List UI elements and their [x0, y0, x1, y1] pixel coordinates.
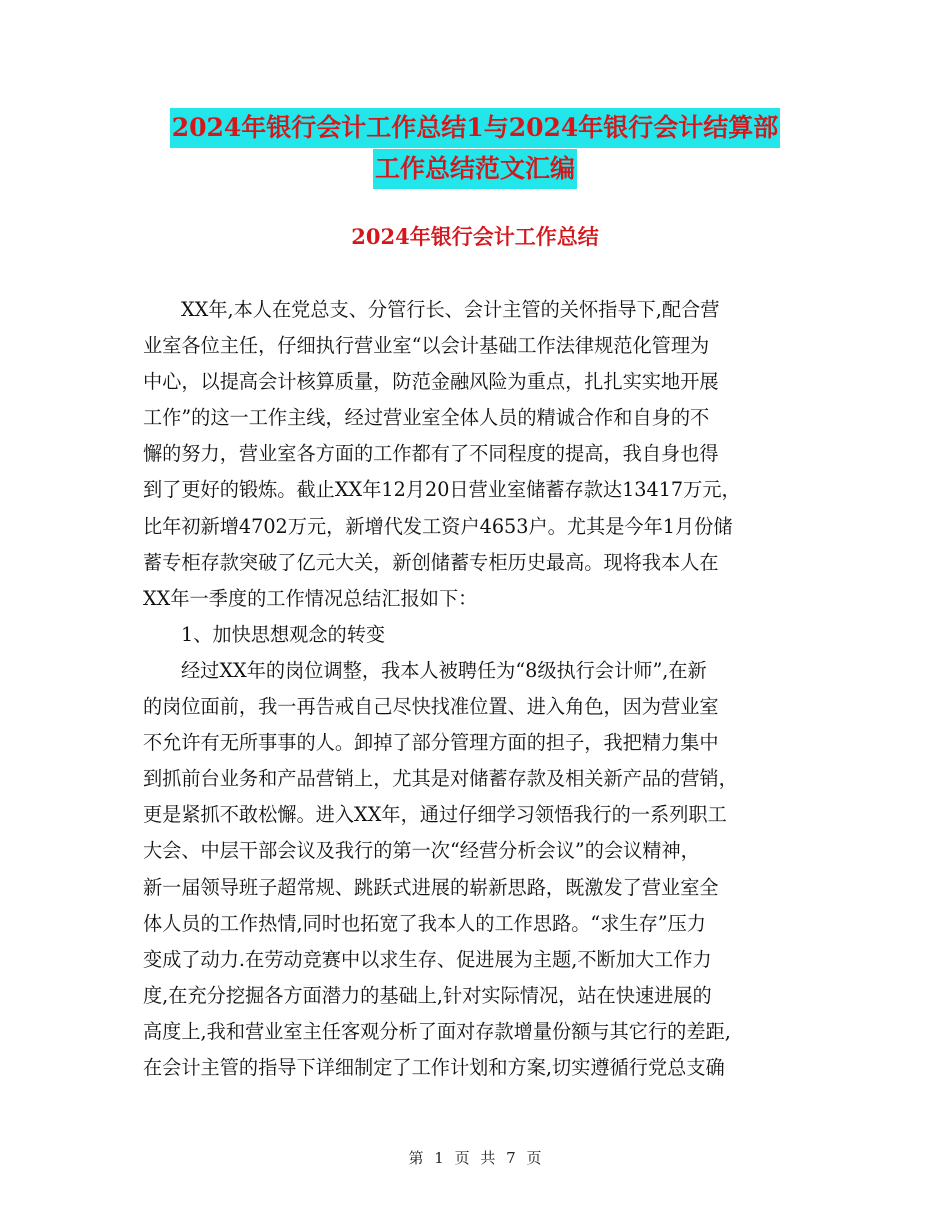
paragraph-line: 到了更好的锻炼。截止XX年12月20日营业室储蓄存款达13417万元，: [143, 478, 741, 502]
title-line-2: 工作总结范文汇编: [373, 149, 577, 189]
paragraph-line: 经过XX年的岗位调整，我本人被聘任为“8级执行会计师”,在新: [181, 658, 707, 682]
paragraph-line: XX年,本人在党总支、分管行长、会计主管的关怀指导下,配合营: [181, 298, 720, 321]
paragraph-line: 新一届领导班子超常规、跳跃式进展的崭新思路，既激发了营业室全: [143, 875, 719, 899]
paragraph-line: 业室各位主任，仔细执行营业室“以会计基础工作法律规范化管理为: [143, 334, 710, 358]
paragraph-line: 懈的努力，营业室各方面的工作都有了不同程度的提高，我自身也得: [143, 442, 719, 466]
paragraph-line: 的岗位面前，我一再告戒自己尽快找准位置、进入角色，因为营业室: [143, 695, 719, 719]
section-heading: 2024年银行会计工作总结: [351, 224, 599, 249]
paragraph-line: 到抓前台业务和产品营销上，尤其是对储蓄存款及相关新产品的营销，: [143, 767, 738, 791]
paragraph-line: 工作”的这一工作主线，经过营业室全体人员的精诚合作和自身的不: [143, 406, 710, 430]
paragraph-line: 蓄专柜存款突破了亿元大关，新创储蓄专柜历史最高。现将我本人在: [143, 550, 719, 574]
paragraph-line: 不允许有无所事事的人。卸掉了部分管理方面的担子，我把精力集中: [143, 731, 719, 755]
paragraph-line: 度,在充分挖掘各方面潜力的基础上,针对实际情况，站在快速进展的: [143, 983, 712, 1007]
document-title: [0, 108, 950, 190]
paragraph-line: 高度上,我和营业室主任客观分析了面对存款增量份额与其它行的差距,: [143, 1019, 731, 1043]
title-line-1: 2024年银行会计工作总结1与2024年银行会计结算部: [170, 108, 781, 148]
paragraph-line: 中心，以提高会计核算质量，防范金融风险为重点，扎扎实实地开展: [143, 370, 719, 394]
body-text: [143, 292, 813, 1086]
paragraph-line: 更是紧抓不敢松懈。进入XX年，通过仔细学习领悟我行的一系列职工: [143, 803, 727, 827]
paragraph-line: 变成了动力.在劳动竞赛中以求生存、促进展为主题,不断加大工作力: [143, 947, 712, 971]
paragraph-line: 体人员的工作热情,同时也拓宽了我本人的工作思路。“求生存”压力: [143, 911, 706, 935]
paragraph-line: 大会、中层干部会议及我行的第一次“经营分析会议”的会议精神，: [143, 839, 700, 863]
page-footer: 第 1 页 共 7 页: [408, 1149, 542, 1167]
paragraph-line: XX年一季度的工作情况总结汇报如下：: [143, 586, 478, 610]
paragraph-line: 1、加快思想观念的转变: [181, 622, 386, 646]
paragraph-line: 比年初新增4702万元，新增代发工资户4653户。尤其是今年1月份储: [143, 514, 733, 538]
paragraph-line: 在会计主管的指导下详细制定了工作计划和方案,切实遵循行党总支确: [143, 1055, 725, 1079]
